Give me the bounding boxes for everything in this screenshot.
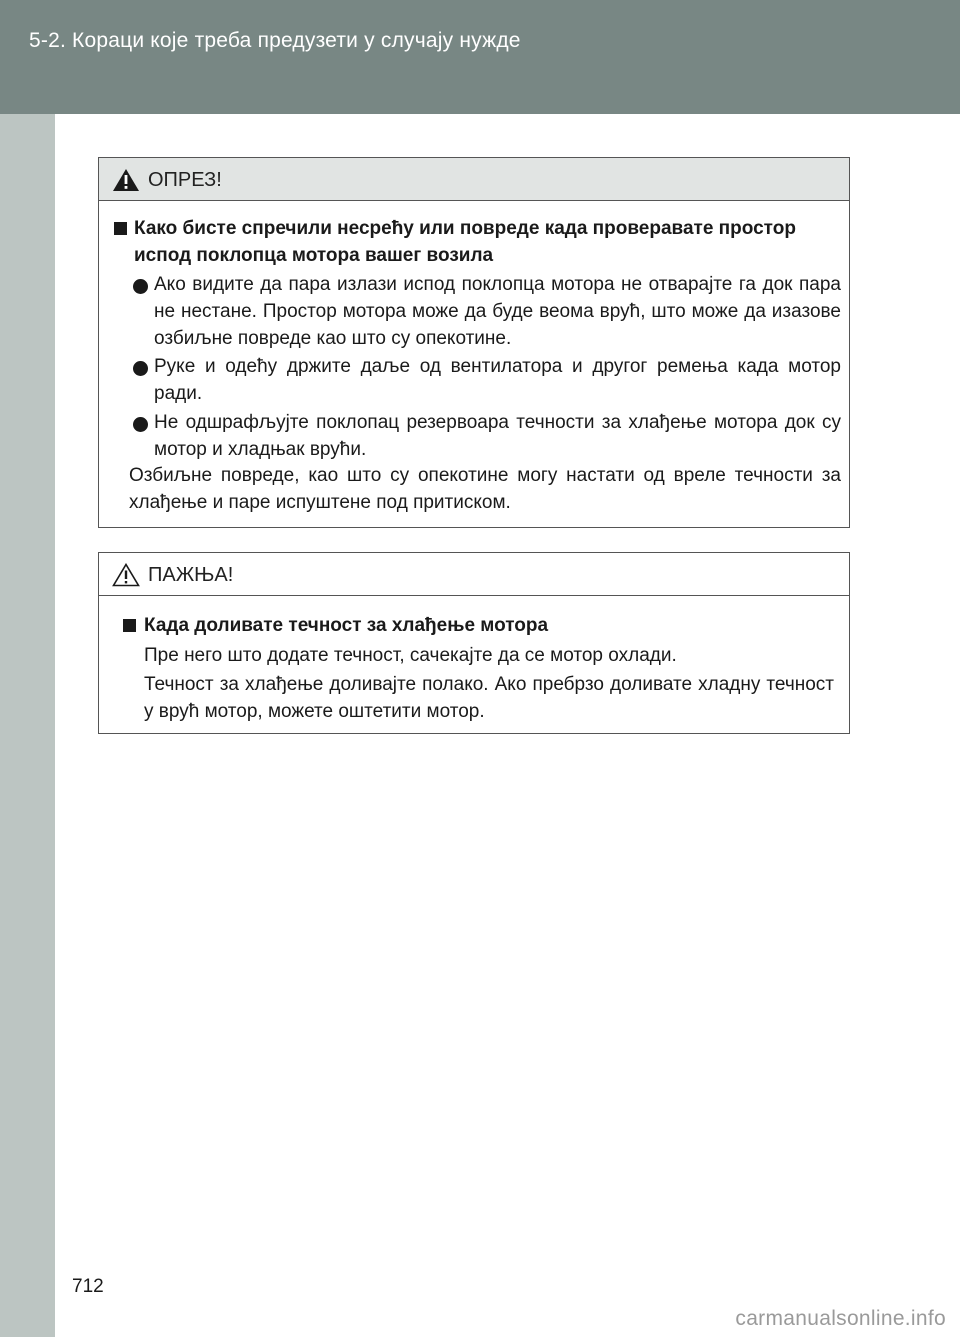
square-bullet-icon <box>114 222 127 235</box>
bullet-dot-icon <box>133 361 148 376</box>
page-header <box>0 0 960 114</box>
caution-bullet-2: Руке и одећу држите даље од вентилатора и другог ремења када мотор ради. <box>154 356 841 404</box>
caution-bullet-3: Не одшрафљујте поклопац резервоара течности за хлађење мотора док су мотор и хладњак врући. <box>154 412 841 460</box>
notice-line-1: Пре него што додате течност, сачекајте да се мотор охлади. <box>144 645 677 666</box>
notice-box <box>98 552 850 734</box>
caution-header <box>99 158 849 201</box>
bullet-dot-icon <box>133 279 148 294</box>
caution-label: ОПРЕЗ! <box>148 169 222 191</box>
square-bullet-icon <box>123 619 136 632</box>
side-strip <box>0 114 55 1337</box>
caution-heading: Како бисте спречили несрећу или повреде када проверавате простор испод поклопца мотора вашег возила <box>134 218 796 266</box>
notice-header <box>99 553 849 596</box>
warning-filled-icon <box>112 168 140 192</box>
section-title: 5-2. Кораци које треба предузети у случају нужде <box>29 29 521 52</box>
caution-bullet-1: Ако видите да пара излази испод поклопца мотора не отварајте га док пара не нестане. Простор мотора може да буде веома врућ, што може да изазове озбиљне повреде као што су опекотине. <box>154 274 841 349</box>
notice-label: ПАЖЊА! <box>148 564 234 586</box>
watermark: carmanualsonline.info <box>735 1307 946 1330</box>
page-number: 712 <box>72 1276 104 1297</box>
caution-note: Озбиљне повреде, као што су опекотине могу настати од вреле течности за хлађење и паре испуштене под притиском. <box>129 465 841 513</box>
notice-heading: Када доливате течност за хлађење мотора <box>144 615 549 636</box>
bullet-dot-icon <box>133 417 148 432</box>
warning-outline-icon <box>112 563 140 587</box>
notice-line-2: Течност за хлађење доливајте полако. Ако пребрзо доливате хладну течност у врућ мотор, можете оштетити мотор. <box>144 674 834 722</box>
caution-box <box>98 157 850 528</box>
